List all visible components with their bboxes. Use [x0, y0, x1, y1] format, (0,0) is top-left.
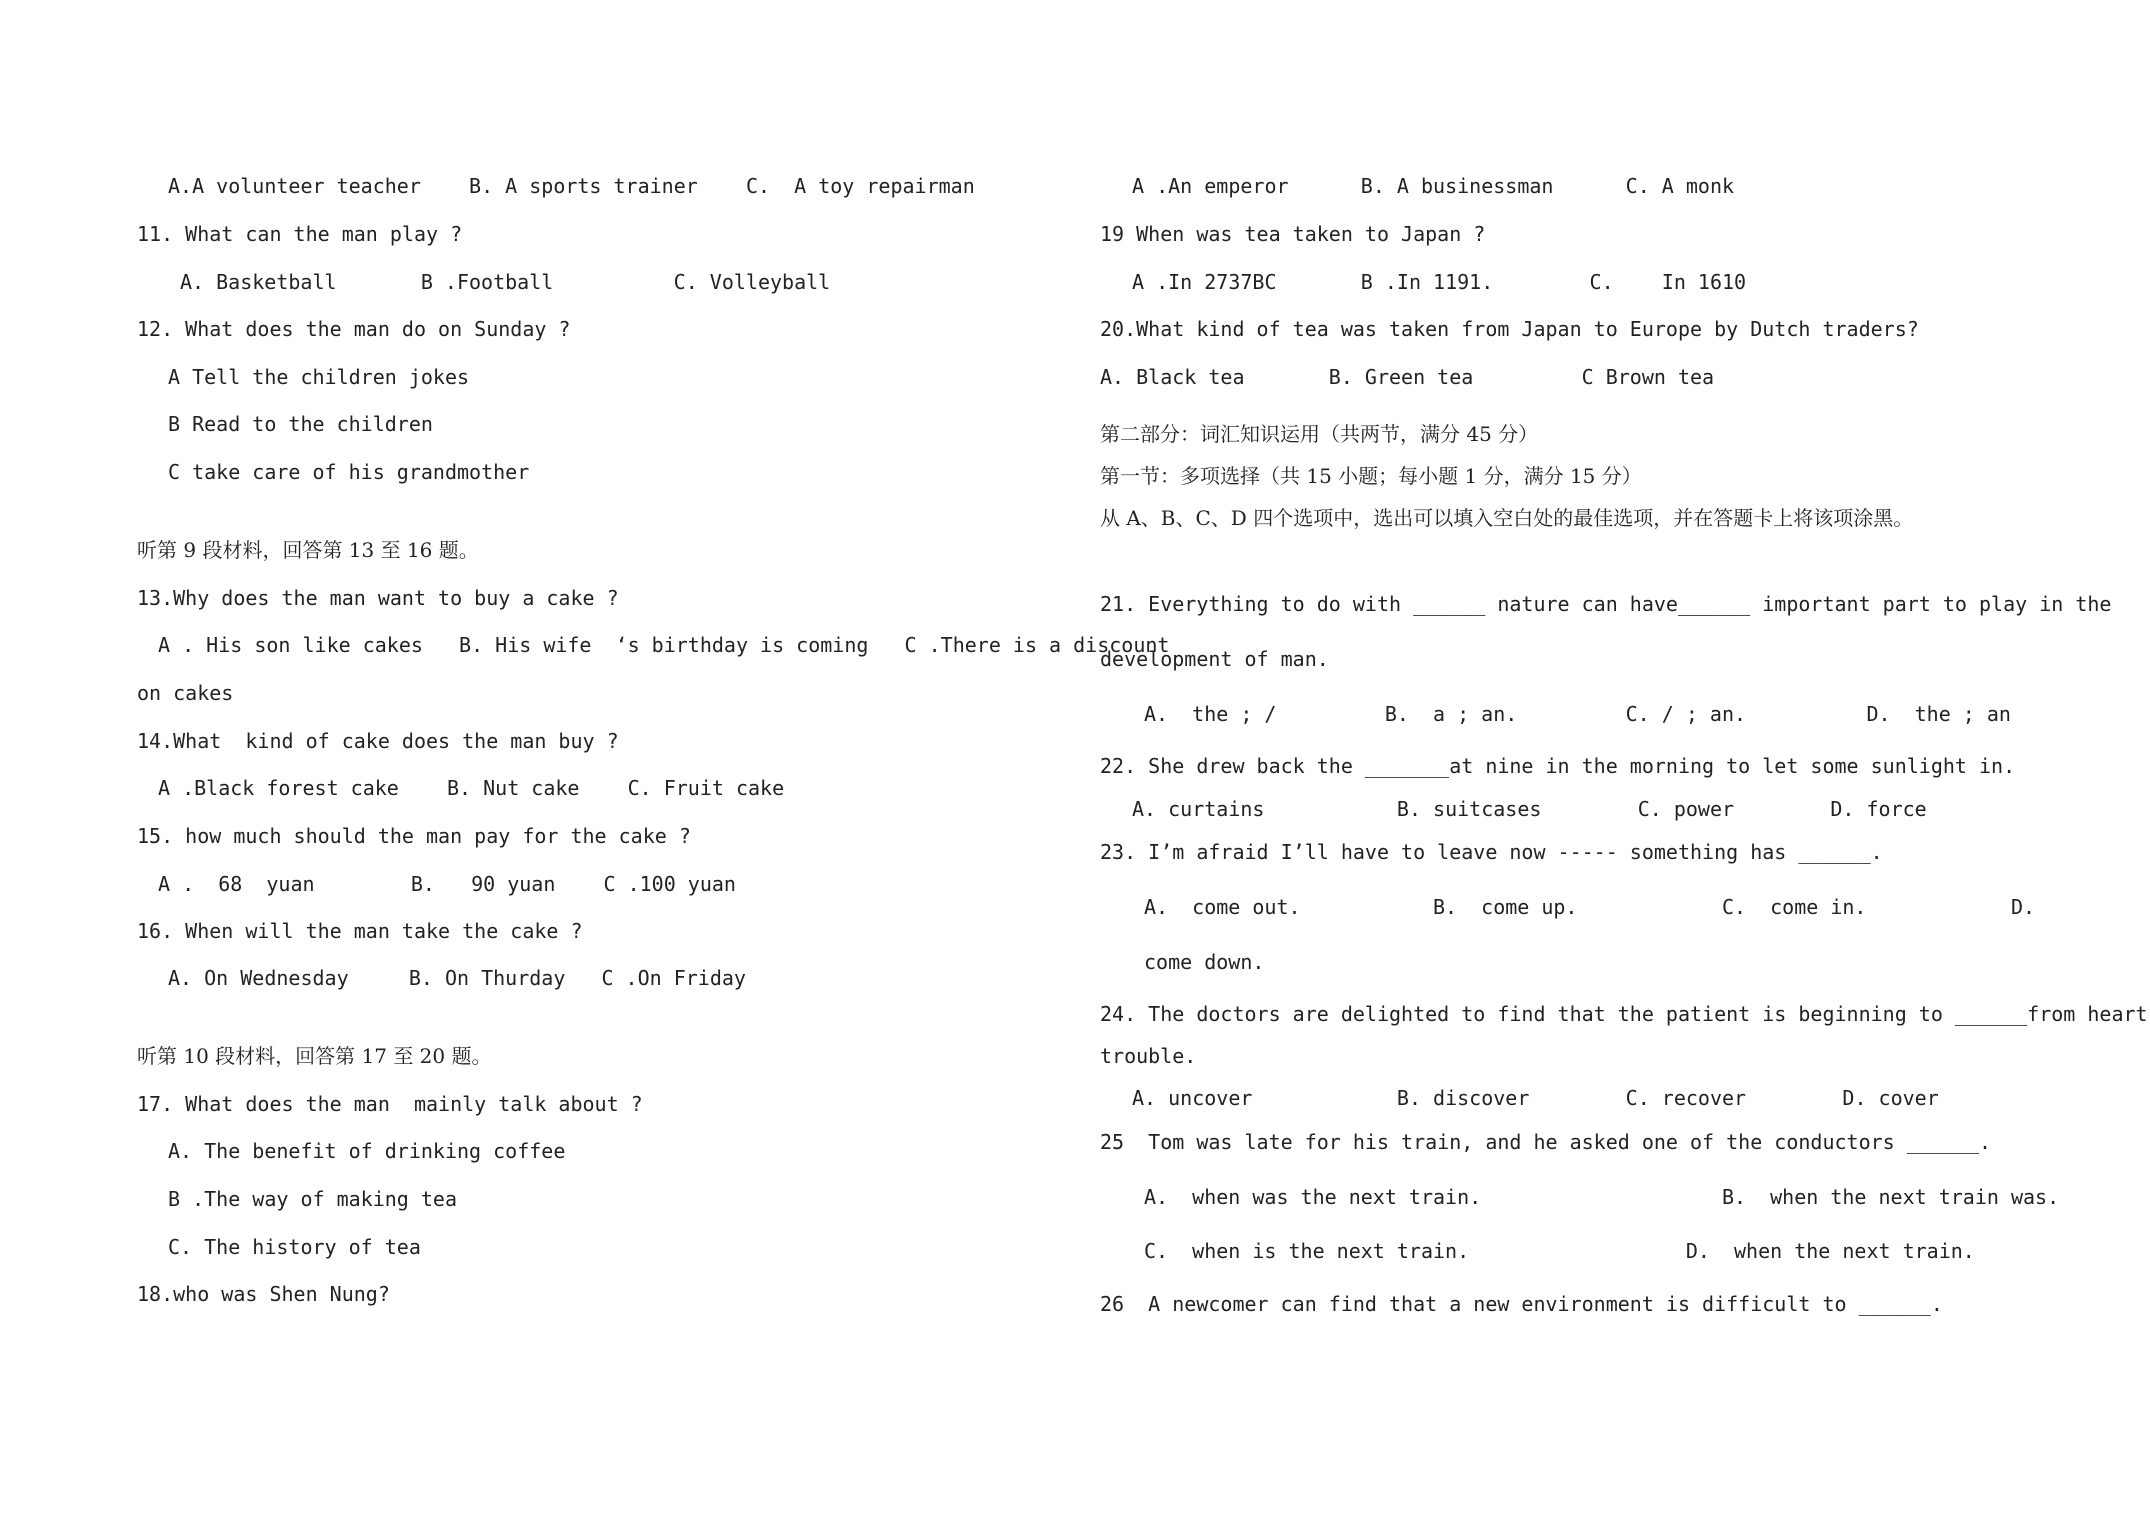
q11-options: A. Basketball B .Football C. Volleyball — [180, 270, 831, 294]
q12-option-c: C take care of his grandmother — [168, 460, 530, 484]
q15-options: A . 68 yuan B. 90 yuan C .100 yuan — [158, 872, 736, 896]
q21-question: 21. Everything to do with ______ nature can have______ important part to play in the — [1100, 592, 2112, 616]
q25-question: 25 Tom was late for his train, and he asked one of the conductors ______. — [1100, 1130, 1992, 1154]
q16-options: A. On Wednesday B. On Thurday C .On Friday — [168, 966, 746, 990]
q21-options: A. the ; / B. a ; an. C. / ; an. D. the ; an — [1144, 702, 2011, 726]
q22-question: 22. She drew back the _______at nine in the morning to let some sunlight in. — [1100, 754, 2016, 778]
q17-option-a: A. The benefit of drinking coffee — [168, 1139, 566, 1163]
q25-options-cd: C. when is the next train. D. when the next train. — [1144, 1239, 1975, 1263]
q12-option-a: A Tell the children jokes — [168, 365, 470, 389]
q26-question: 26 A newcomer can find that a new environment is difficult to ______. — [1100, 1292, 1943, 1316]
q24-question: 24. The doctors are delighted to find that the patient is beginning to ______from heart — [1100, 1002, 2148, 1026]
q17-question: 17. What does the man mainly talk about ? — [137, 1092, 643, 1116]
q20-question: 20.What kind of tea was taken from Japan to Europe by Dutch traders? — [1100, 317, 1919, 341]
section-10-instruction: 听第 10 段材料，回答第 17 至 20 题。 — [137, 1044, 492, 1068]
q19-options: A .In 2737BC B .In 1191. C. In 1610 — [1132, 270, 1747, 294]
q25-options-ab: A. when was the next train. B. when the next train was. — [1144, 1185, 2060, 1209]
q13-options-continued: on cakes — [137, 681, 234, 705]
q17-option-b: B .The way of making tea — [168, 1187, 457, 1211]
q23-options-continued: come down. — [1144, 950, 1265, 974]
q24-options: A. uncover B. discover C. recover D. cover — [1132, 1086, 1939, 1110]
q16-question: 16. When will the man take the cake ? — [137, 919, 583, 943]
q10-options: A.A volunteer teacher B. A sports trainer C. A toy repairman — [168, 174, 975, 198]
q22-options: A. curtains B. suitcases C. power D. force — [1132, 797, 1927, 821]
q23-question: 23. I’m afraid I’ll have to leave now ----- something has ______. — [1100, 840, 1883, 864]
q14-question: 14.What kind of cake does the man buy ? — [137, 729, 619, 753]
q18-question: 18.who was Shen Nung? — [137, 1282, 390, 1306]
q20-options: A. Black tea B. Green tea C Brown tea — [1100, 365, 1715, 389]
q12-option-b: B Read to the children — [168, 412, 433, 436]
q13-question: 13.Why does the man want to buy a cake ? — [137, 586, 619, 610]
q19-question: 19 When was tea taken to Japan ? — [1100, 222, 1486, 246]
q13-options: A . His son like cakes B. His wife ‘s birthday is coming C .There is a discount — [158, 633, 1170, 657]
q21-question-continued: development of man. — [1100, 647, 1329, 671]
section-9-instruction: 听第 9 段材料，回答第 13 至 16 题。 — [137, 538, 479, 562]
q11-question: 11. What can the man play ? — [137, 222, 463, 246]
q18-options: A .An emperor B. A businessman C. A monk — [1132, 174, 1735, 198]
section-one-heading: 第一节：多项选择（共 15 小题；每小题 1 分，满分 15 分） — [1100, 464, 1642, 488]
q17-option-c: C. The history of tea — [168, 1235, 421, 1259]
q14-options: A .Black forest cake B. Nut cake C. Fruit cake — [158, 776, 785, 800]
section-one-instruction: 从 A、B、C、D 四个选项中，选出可以填入空白处的最佳选项，并在答题卡上将该项涂黑。 — [1100, 506, 1914, 530]
q15-question: 15. how much should the man pay for the cake ? — [137, 824, 691, 848]
q12-question: 12. What does the man do on Sunday ? — [137, 317, 571, 341]
part-two-heading: 第二部分：词汇知识运用（共两节，满分 45 分） — [1100, 422, 1539, 446]
q24-question-continued: trouble. — [1100, 1044, 1197, 1068]
q23-options: A. come out. B. come up. C. come in. D. — [1144, 895, 2036, 919]
